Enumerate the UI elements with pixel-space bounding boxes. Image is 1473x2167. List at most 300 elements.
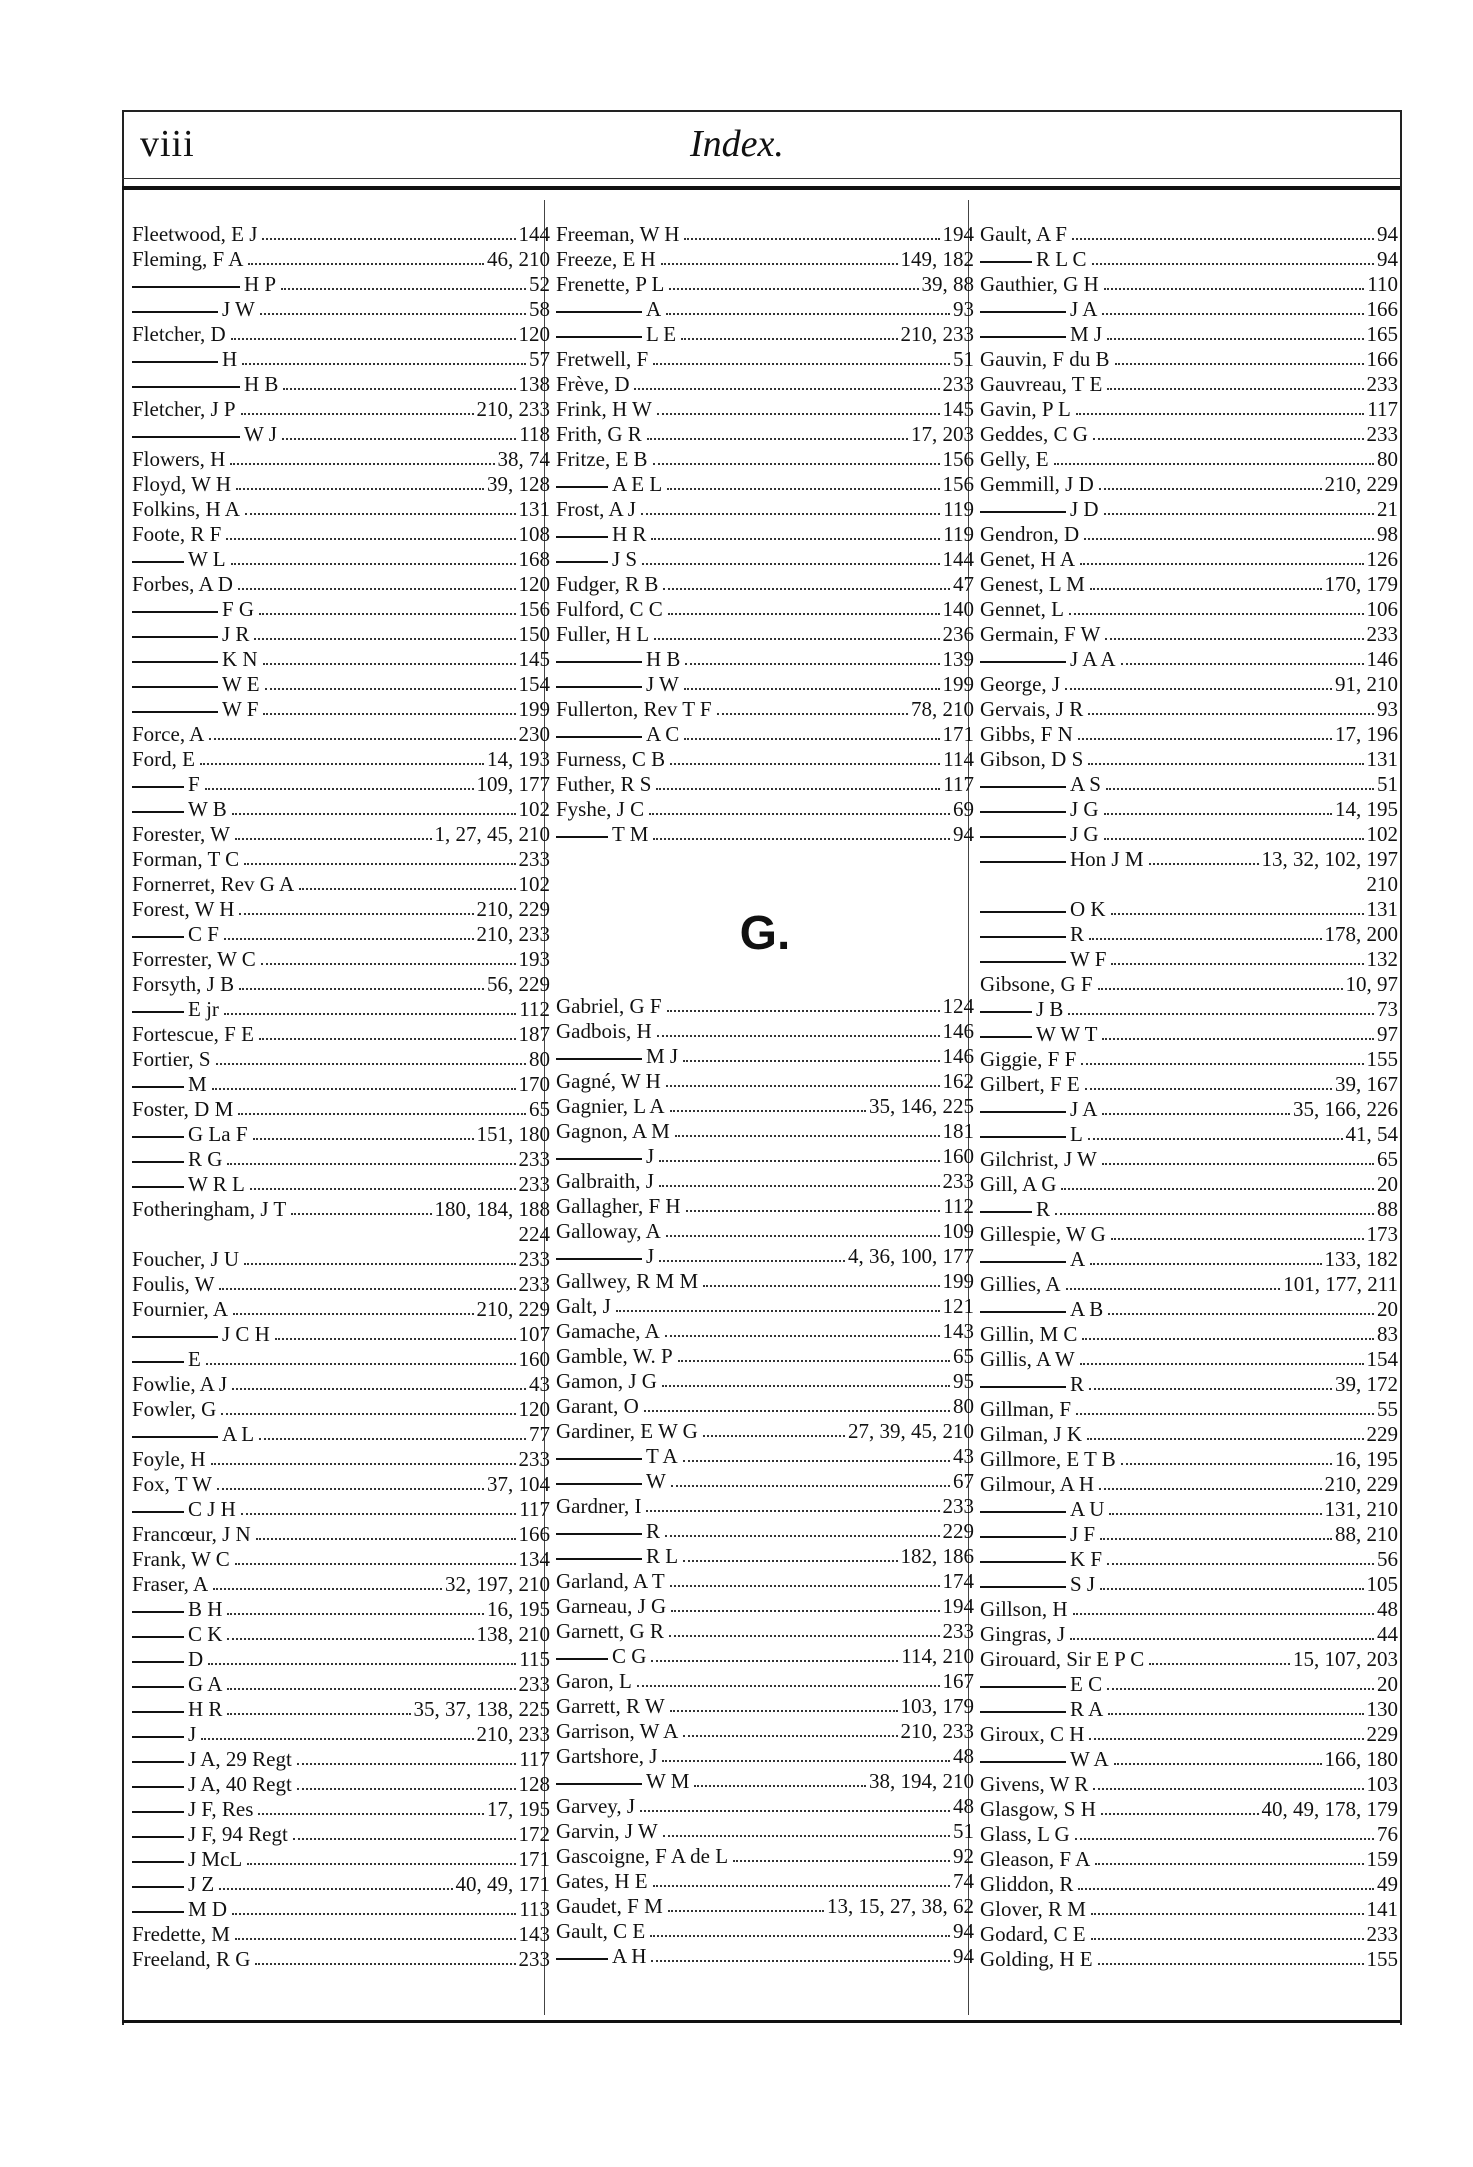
dot-leader — [669, 288, 918, 290]
entry-name: Gauvreau, T E — [980, 372, 1103, 396]
index-entry — [556, 522, 974, 547]
index-entry — [556, 1719, 974, 1744]
index-entry — [556, 697, 974, 722]
dot-leader — [668, 1910, 824, 1912]
entry-pages: 15, 107, 203 — [1293, 1647, 1398, 1671]
entry-name: Gillespie, W G — [980, 1222, 1106, 1246]
dot-leader — [1149, 863, 1259, 865]
dot-leader — [283, 388, 515, 390]
index-entry — [132, 1722, 550, 1747]
ditto-dash — [132, 1136, 184, 1138]
index-entry — [980, 697, 1398, 722]
bottom-rule — [122, 2020, 1400, 2023]
entry-name: Gilbert, F E — [980, 1072, 1080, 1096]
entry-pages: 51 — [953, 1819, 974, 1843]
entry-name: J W — [222, 297, 255, 321]
index-entry — [556, 672, 974, 697]
entry-name: Gendron, D — [980, 522, 1080, 546]
dot-leader — [1087, 1438, 1363, 1440]
entry-name: Force, A — [132, 722, 205, 746]
index-entry — [980, 922, 1398, 947]
entry-pages: 43 — [953, 1444, 974, 1468]
entry-name: Fudger, R B — [556, 572, 659, 596]
ditto-dash — [980, 1136, 1066, 1138]
ditto-dash — [132, 1761, 184, 1763]
entry-name: Fredette, M — [132, 1922, 230, 1946]
entry-name: H — [222, 347, 238, 371]
index-entry — [980, 1072, 1398, 1097]
dot-leader — [241, 413, 474, 415]
entry-pages: 193 — [518, 947, 550, 971]
entry-pages: 38, 194, 210 — [869, 1769, 974, 1793]
entry-name: Giggie, F F — [980, 1047, 1077, 1071]
entry-pages: 181 — [942, 1119, 974, 1143]
entry-name: D — [188, 1647, 204, 1671]
index-entry — [556, 1194, 974, 1219]
ditto-dash — [556, 336, 642, 338]
section-letter-heading: G. — [739, 907, 791, 960]
entry-pages: 210 — [1366, 872, 1398, 896]
dot-leader — [683, 1560, 897, 1562]
dot-leader — [239, 913, 473, 915]
ditto-dash — [132, 1711, 184, 1713]
index-entry — [980, 797, 1398, 822]
entry-pages: 210, 233 — [476, 397, 550, 421]
entry-pages: 138 — [518, 372, 550, 396]
entry-pages: 16, 195 — [487, 1597, 550, 1621]
dot-leader — [1065, 688, 1332, 690]
entry-name: T A — [646, 1444, 678, 1468]
entry-name: Gervais, J R — [980, 697, 1084, 721]
entry-pages: 233 — [942, 1169, 974, 1193]
dot-leader — [659, 1260, 845, 1262]
entry-pages: 21 — [1377, 497, 1398, 521]
dot-leader — [656, 788, 940, 790]
entry-name: Foyle, H — [132, 1447, 206, 1471]
entry-name: J A — [1070, 297, 1098, 321]
ditto-dash — [132, 1511, 184, 1513]
index-entry — [132, 272, 550, 297]
dot-leader — [665, 1335, 940, 1337]
entry-pages: 51 — [1377, 772, 1398, 796]
index-entry — [132, 972, 550, 997]
entry-name: Fowler, G — [132, 1397, 217, 1421]
entry-name: Garrett, R W — [556, 1694, 665, 1718]
dot-leader — [1081, 1063, 1363, 1065]
ditto-dash — [556, 1058, 642, 1060]
index-entry — [556, 822, 974, 847]
index-entry — [556, 1119, 974, 1144]
index-entry — [980, 347, 1398, 372]
dot-leader — [247, 1863, 515, 1865]
entry-name: Fleetwood, E J — [132, 222, 258, 246]
index-entry — [556, 247, 974, 272]
index-entry — [980, 897, 1398, 922]
entry-pages: 35, 37, 138, 225 — [413, 1697, 550, 1721]
index-entry — [980, 1697, 1398, 1722]
entry-pages: 130 — [1366, 1697, 1398, 1721]
entry-pages: 40, 49, 171 — [455, 1872, 550, 1896]
entry-pages: 166, 180 — [1324, 1747, 1398, 1771]
entry-pages: 107 — [518, 1322, 550, 1346]
index-entry — [980, 1047, 1398, 1072]
entry-pages: 233 — [518, 1947, 550, 1971]
index-entry — [132, 1397, 550, 1422]
entry-pages: 14, 193 — [487, 747, 550, 771]
entry-name: Gibson, D S — [980, 747, 1084, 771]
dot-leader — [227, 1713, 410, 1715]
entry-pages: 49 — [1377, 1872, 1398, 1896]
ditto-dash — [980, 336, 1066, 338]
entry-name: Foulis, W — [132, 1272, 215, 1296]
index-entry — [980, 1722, 1398, 1747]
dot-leader — [717, 713, 908, 715]
entry-name: Geddes, C G — [980, 422, 1088, 446]
index-entry — [132, 1772, 550, 1797]
dot-leader — [1073, 1613, 1374, 1615]
entry-pages: 199 — [942, 672, 974, 696]
dot-leader — [227, 1688, 515, 1690]
entry-pages: 106 — [1366, 597, 1398, 621]
dot-leader — [653, 463, 940, 465]
dot-leader — [1095, 1863, 1363, 1865]
dot-leader — [1108, 1713, 1363, 1715]
entry-pages: 128 — [518, 1772, 550, 1796]
entry-pages: 94 — [1377, 247, 1398, 271]
dot-leader — [1090, 1263, 1321, 1265]
index-entry — [980, 1522, 1398, 1547]
dot-leader — [227, 1638, 473, 1640]
entry-pages: 210, 229 — [476, 1297, 550, 1321]
entry-name: J D — [1070, 497, 1099, 521]
index-entry — [132, 797, 550, 822]
entry-pages: 178, 200 — [1324, 922, 1398, 946]
entry-name: Gauvin, F du B — [980, 347, 1110, 371]
index-entry — [980, 722, 1398, 747]
entry-pages: 168 — [518, 547, 550, 571]
dot-leader — [642, 563, 939, 565]
entry-name: Fornerret, Rev G A — [132, 872, 295, 896]
dot-leader — [1093, 1788, 1363, 1790]
entry-name: Gaudet, F M — [556, 1894, 663, 1918]
entry-pages: 131 — [518, 497, 550, 521]
entry-name: W R L — [188, 1172, 245, 1196]
index-entry — [132, 1472, 550, 1497]
dot-leader — [297, 1763, 516, 1765]
index-entry — [556, 547, 974, 572]
entry-name: Golding, H E — [980, 1947, 1093, 1971]
entry-name: Godard, C E — [980, 1922, 1086, 1946]
entry-name: W A — [1070, 1747, 1109, 1771]
entry-pages: 233 — [518, 847, 550, 871]
dot-leader — [206, 1363, 516, 1365]
entry-name: Givens, W R — [980, 1772, 1089, 1796]
dot-leader — [1091, 1938, 1364, 1940]
entry-name: H R — [612, 522, 647, 546]
dot-leader — [703, 1285, 939, 1287]
ditto-dash — [132, 1736, 184, 1738]
ditto-dash — [980, 1561, 1066, 1563]
entry-pages: 95 — [953, 1369, 974, 1393]
dot-leader — [1055, 1213, 1374, 1215]
dot-leader — [1111, 963, 1363, 965]
entry-name: Francœur, J N — [132, 1522, 251, 1546]
entry-pages: 115 — [519, 1647, 550, 1671]
entry-name: C J H — [188, 1497, 236, 1521]
entry-pages: 48 — [953, 1794, 974, 1818]
dot-leader — [1090, 588, 1322, 590]
entry-pages: 108 — [518, 522, 550, 546]
dot-leader — [244, 863, 515, 865]
entry-pages: 91, 210 — [1335, 672, 1398, 696]
dot-leader — [209, 738, 515, 740]
index-entry — [556, 397, 974, 422]
entry-pages: 162 — [942, 1069, 974, 1093]
dot-leader — [1099, 488, 1322, 490]
index-entry — [132, 1647, 550, 1672]
index-entry — [980, 397, 1398, 422]
entry-pages: 20 — [1377, 1297, 1398, 1321]
ditto-dash — [980, 811, 1066, 813]
index-entry — [556, 1019, 974, 1044]
dot-leader — [640, 1810, 950, 1812]
dot-leader — [1088, 763, 1363, 765]
entry-name: J F, Res — [188, 1797, 254, 1821]
dot-leader — [250, 1188, 516, 1190]
entry-name: G La F — [188, 1122, 248, 1146]
entry-name: Gilchrist, J W — [980, 1147, 1097, 1171]
entry-name: Fleming, F A — [132, 247, 244, 271]
ditto-dash — [980, 1511, 1066, 1513]
index-entry — [980, 1422, 1398, 1447]
entry-pages: 229 — [1366, 1422, 1398, 1446]
dot-leader — [653, 363, 950, 365]
entry-name: Garvey, J — [556, 1794, 636, 1818]
entry-name: Fortier, S — [132, 1047, 211, 1071]
dot-leader — [1088, 1138, 1343, 1140]
index-entry — [980, 1297, 1398, 1322]
index-entry — [980, 1622, 1398, 1647]
dot-leader — [1115, 363, 1364, 365]
entry-name: J G — [1070, 822, 1099, 846]
entry-pages: 156 — [518, 597, 550, 621]
page-number: viii — [140, 123, 195, 165]
dot-leader — [662, 1760, 950, 1762]
index-entry — [556, 1144, 974, 1169]
entry-pages: 160 — [518, 1347, 550, 1371]
entry-name: Gauthier, G H — [980, 272, 1099, 296]
dot-leader — [685, 663, 939, 665]
index-entry — [556, 1444, 974, 1469]
index-entry — [556, 772, 974, 797]
index-entry — [556, 994, 974, 1019]
entry-pages: 194 — [942, 222, 974, 246]
entry-pages: 143 — [518, 1922, 550, 1946]
ditto-dash — [556, 686, 642, 688]
entry-name: J W — [646, 672, 679, 696]
dot-leader — [1098, 1963, 1364, 1965]
dot-leader — [221, 1413, 515, 1415]
header-rule-thick — [122, 186, 1400, 190]
index-entry — [556, 1544, 974, 1569]
entry-pages: 117 — [519, 1497, 550, 1521]
index-entry — [556, 1419, 974, 1444]
entry-name: Gillin, M C — [980, 1322, 1078, 1346]
dot-leader — [683, 1060, 939, 1062]
entry-pages: 77 — [529, 1422, 550, 1446]
entry-pages: 46, 210 — [487, 247, 550, 271]
entry-name: A C — [646, 722, 680, 746]
entry-name: Gadbois, H — [556, 1019, 652, 1043]
entry-pages: 55 — [1377, 1397, 1398, 1421]
index-entry — [980, 1747, 1398, 1772]
ditto-dash — [132, 286, 240, 288]
index-entry — [980, 997, 1398, 1022]
index-entry — [132, 1422, 550, 1447]
entry-name: A — [646, 297, 662, 321]
entry-name: A S — [1070, 772, 1101, 796]
ditto-dash — [132, 1911, 184, 1913]
index-entry — [980, 422, 1398, 447]
index-entry — [556, 472, 974, 497]
index-entry — [980, 297, 1398, 322]
entry-name: Gillies, A — [980, 1272, 1061, 1296]
entry-pages: 76 — [1377, 1822, 1398, 1846]
entry-pages: 48 — [1377, 1597, 1398, 1621]
dot-leader — [248, 263, 484, 265]
index-entry — [980, 1097, 1398, 1122]
index-entry — [132, 747, 550, 772]
entry-pages: 117 — [1367, 397, 1398, 421]
index-entry — [132, 722, 550, 747]
index-entry — [556, 1594, 974, 1619]
entry-pages: 56, 229 — [487, 972, 550, 996]
entry-name: J — [646, 1144, 655, 1168]
entry-name: M — [188, 1072, 207, 1096]
dot-leader — [1072, 238, 1374, 240]
running-head-title: Index. — [690, 123, 784, 165]
index-entry — [556, 1244, 974, 1269]
entry-pages: 141 — [1366, 1897, 1398, 1921]
dot-leader — [1075, 1838, 1374, 1840]
dot-leader — [260, 313, 526, 315]
entry-name: Galloway, A — [556, 1219, 661, 1243]
index-entry — [980, 222, 1398, 247]
dot-leader — [683, 1735, 897, 1737]
entry-name: W F — [222, 697, 259, 721]
entry-pages: 65 — [529, 1097, 550, 1121]
ditto-dash — [132, 386, 240, 388]
entry-name: M J — [646, 1044, 679, 1068]
entry-pages: 155 — [1366, 1947, 1398, 1971]
entry-pages: 210, 233 — [900, 1719, 974, 1743]
index-entry — [556, 1069, 974, 1094]
dot-leader — [1109, 1513, 1321, 1515]
entry-name: Garrison, W A — [556, 1719, 679, 1743]
entry-pages: 229 — [942, 1519, 974, 1543]
entry-pages: 120 — [518, 572, 550, 596]
index-entry — [556, 1469, 974, 1494]
entry-name: Gault, C E — [556, 1919, 646, 1943]
dot-leader — [263, 663, 516, 665]
entry-name: J S — [612, 547, 638, 571]
entry-pages: 120 — [518, 1397, 550, 1421]
entry-pages: 1, 27, 45, 210 — [434, 822, 550, 846]
dot-leader — [299, 888, 515, 890]
index-entry — [556, 1744, 974, 1769]
entry-name: Fotheringham, J T — [132, 1197, 287, 1221]
entry-pages: 38, 74 — [497, 447, 550, 471]
entry-pages: 233 — [942, 1494, 974, 1518]
entry-name: Garland, A T — [556, 1569, 665, 1593]
entry-pages: 119 — [943, 497, 974, 521]
entry-pages: 145 — [518, 647, 550, 671]
entry-name: Forester, W — [132, 822, 230, 846]
dot-leader — [668, 613, 940, 615]
entry-name: Gennet, L — [980, 597, 1064, 621]
entry-pages: 17, 195 — [487, 1797, 550, 1821]
entry-name: Gamon, J G — [556, 1369, 657, 1393]
index-entry — [556, 1519, 974, 1544]
dot-leader — [275, 1338, 516, 1340]
entry-pages: 210, 229 — [1324, 472, 1398, 496]
index-entry — [980, 1647, 1398, 1672]
ditto-dash — [556, 836, 608, 838]
dot-leader — [1104, 513, 1374, 515]
entry-pages: 140 — [942, 597, 974, 621]
entry-name: F — [188, 772, 200, 796]
index-entry — [556, 572, 974, 597]
index-entry — [556, 1869, 974, 1894]
entry-pages: 131 — [1366, 897, 1398, 921]
entry-name: Genet, H A — [980, 547, 1076, 571]
index-entry — [132, 1172, 550, 1197]
ditto-dash — [980, 1036, 1032, 1038]
entry-name: Foote, R F — [132, 522, 222, 546]
entry-name: Fortescue, F E — [132, 1022, 254, 1046]
index-entry — [980, 1347, 1398, 1372]
dot-leader — [671, 1485, 950, 1487]
entry-pages: 117 — [519, 1747, 550, 1771]
entry-pages: 166 — [518, 1522, 550, 1546]
dot-leader — [659, 1185, 940, 1187]
index-entry — [132, 1572, 550, 1597]
entry-pages: 233 — [1366, 372, 1398, 396]
entry-name: Genest, L M — [980, 572, 1085, 596]
index-entry — [132, 522, 550, 547]
index-entry — [556, 272, 974, 297]
dot-leader — [201, 1738, 473, 1740]
dot-leader — [1076, 413, 1364, 415]
dot-leader — [1107, 1563, 1374, 1565]
ditto-dash — [980, 261, 1032, 263]
index-entry — [980, 1122, 1398, 1147]
entry-pages: 117 — [943, 772, 974, 796]
dot-leader — [678, 1360, 950, 1362]
dot-leader — [683, 1460, 950, 1462]
dot-leader — [236, 488, 484, 490]
dot-leader — [291, 1213, 431, 1215]
entry-pages: 199 — [518, 697, 550, 721]
dot-leader — [262, 238, 515, 240]
index-entry — [132, 1847, 550, 1872]
entry-pages: 39, 88 — [921, 272, 974, 296]
index-entry — [556, 1819, 974, 1844]
entry-pages: 114, 210 — [901, 1644, 974, 1668]
entry-pages: 156 — [942, 447, 974, 471]
dot-leader — [1100, 1538, 1332, 1540]
dot-leader — [238, 1113, 526, 1115]
